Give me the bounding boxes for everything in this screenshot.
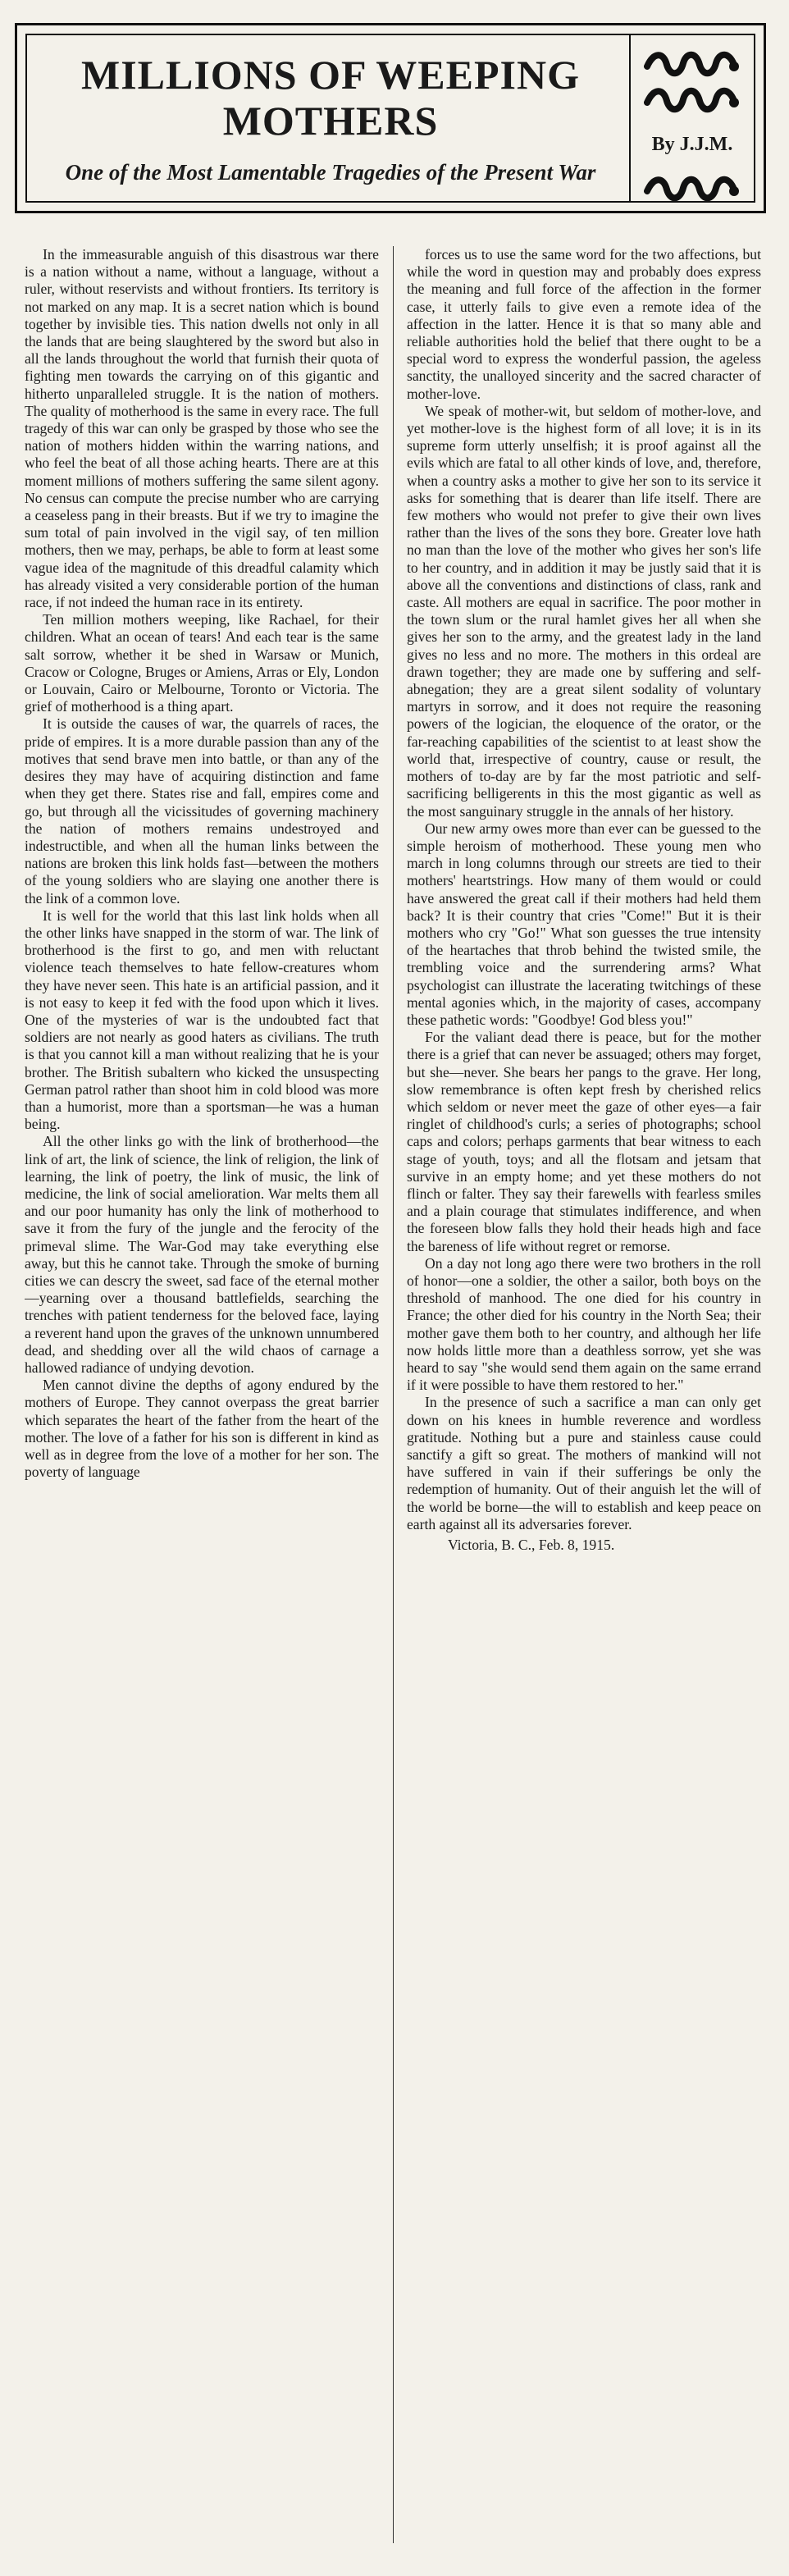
paragraph: On a day not long ago there were two brothers in the roll of honor—one a soldier, the other a sailor, both boys on the threshold of manhood. The one died for his country in France; the other died for his country in the North Sea; their mother gave them both to her country, and although her life now holds little more than a deathless sorrow, yet she was heard to say "she would send them again on the same errand if it were possible to have them restored to her." [407, 1254, 761, 1394]
scroll-ornament-icon [642, 84, 742, 114]
column-divider [393, 246, 394, 2543]
paragraph: We speak of mother-wit, but seldom of mother-love, and yet mother-love is the highest form of all love; it is in its supreme form utterly unselfish; it is proof against all the evils which are fatal to all other kinds of love, and, therefore, when a country asks a mother to give her son to its service it asks for something that is dearer than life itself. There are few mothers who would not prefer to give their own lives rather than the lives of the sons they bore. Greater love hath no man than the love of the mother who gives her son's life to her country, and in addition it may be justly said that it is above all the conventions and distinctions of class, rank and caste. All mothers are equal in sacrifice. The poor mother in the town slum or the rural hamlet gives her all when she gives her son to the army, and the greatest lady in the land gives no less and no more. The mothers in this ordeal are drawn together; they are made one by suffering and self-abnegation; they are a great silent sodality of voluntary martyrs in sorrow, and it does not require the reasoning powers of the logician, the eloquence of the orator, or the far-reaching capabilities of the scientist to at least show the world that, irrespective of country, cause or result, the mothers of to-day are by far the most patriotic and self-sacrificing belligerents in this the most gigantic as well as the most sanguinary struggle in the annals of her history. [407, 402, 761, 820]
scroll-ornament-icon [642, 48, 742, 78]
headline-subtitle: One of the Most Lamentable Tragedies of the Present War [65, 160, 596, 185]
byline-box [629, 35, 754, 201]
headline-title-line1: MILLIONS OF WEEPING [81, 52, 580, 98]
paragraph: In the immeasurable anguish of this disastrous war there is a nation without a name, without a language, without a ruler, without reservists and without frontiers. Its territory is not marked on any map. It is a secret nation which is bound together by invisible ties. This nation dwells not only in all the lands that are being slaughtered by the sword but also in all the lands throughout the world that furnish their quota of fighting men towards the carrying on of this gigantic and hitherto unparalleled struggle. It is the nation of mothers. The quality of motherhood is the same in every race. The full tragedy of this war can only be grasped by those who see the nation of mothers hidden within the warring nations, and who feel the beat of all those aching hearts. There are at this moment millions of mothers suffering the same silent agony. No census can compute the precise number who are carrying a ceaseless pang in their breasts. But if we try to imagine the sum total of pain involved in the vigil say, of ten million mothers, then we may, perhaps, be able to form at least some vague idea of the magnitude of this dreadful calamity which has already visited a very considerable portion of the human race, if not indeed the human race in its entirety. [25, 246, 379, 611]
paragraph: Ten million mothers weeping, like Rachael, for their children. What an ocean of tears! And each tear is the same salt sorrow, whether it be shed in Warsaw or Munich, Cracow or Cologne, Bruges or Amiens, Arras or Ely, London or Louvain, Cairo or Melbourne, Toronto or Victoria. The grief of motherhood is a thing apart. [25, 611, 379, 715]
paragraph: It is outside the causes of war, the quarrels of races, the pride of empires. It is a more durable passion than any of the motives that send brave men into battle, or than any of the desires they may have of acquiring distinction and fame when they get there. States rise and fall, empires come and go, but through all the vicissitudes of governing machinery the nation of mothers remains undestroyed and indestructible, and when all the human links between the nations are broken this link holds fast—between the mothers of the young soldiers who are slaying one another there is the link of a common love. [25, 715, 379, 907]
paragraph: All the other links go with the link of brotherhood—the link of art, the link of science, the link of religion, the link of learning, the link of poetry, the link of music, the link of medicine, the link of social amelioration. War melts them all and our poor humanity has only the link of motherhood to save it from the fury of the jungle and the ferocity of the primeval slime. The War-God may take everything else away, but this he cannot take. Through the smoke of burning cities we can descry the sweet, sad face of the eternal mother—yearning over a thousand battlefields, searching the trenches with patient tenderness for the beloved face, laying a reverent hand upon the graves of the unknown unnumbered dead, and shedding over all the wild chaos of carnage a hallowed radiance of undying devotion. [25, 1133, 379, 1376]
paragraph: Men cannot divine the depths of agony endured by the mothers of Europe. They cannot overpass the great barrier which separates the heart of the father from the heart of the mother. The love of a father for his son is different in kind as well as in degree from the love of a mother for her son. The poverty of language [25, 1377, 379, 1481]
headline-inner-border [25, 34, 755, 203]
headline-title [47, 52, 614, 144]
headline-box [15, 23, 766, 213]
paragraph: For the valiant dead there is peace, but for the mother there is a grief that can never be assuaged; others may forget, but she—never. She bears her pangs to the grave. Her long, slow remembrance is often kept fresh by cherished relics which seldom or never meet the gaze of other eyes—a fair ringlet of childhood's curls; a series of photographs; school caps and colors; perhaps garments that bear witness to each stage of youth, toys; and all the flotsam and jetsam that survive in an empty home; and yet these mothers do not flinch or falter. They say their farewells with fearless smiles and a plain courage that stimulates indifference, and when the foreseen blow falls they hold their heads high and face the bareness of life without regret or remorse. [407, 1029, 761, 1254]
byline: By J.J.M. [651, 134, 733, 155]
headline-title-line2: MOTHERS [222, 98, 439, 144]
paragraph: Our new army owes more than ever can be guessed to the simple heroism of motherhood. These young men who march in long columns through our streets are tied to their mothers' heartstrings. How many of them would or could have answered the great call if their mothers had held them back? It is their country that cries "Come!" But it is their mothers who cry "Go!" What son guesses the true intensity of the heartaches that throb behind the twisted smile, the trembling voice and the surrendering arms? What psychologist can illustrate the lacerating twitchings of these mental agonies which, in the majority of cases, accompany these pathetic words: "Goodbye! God bless you!" [407, 820, 761, 1028]
paragraph: forces us to use the same word for the two affections, but while the word in question may and probably does express the meaning and full force of the affection in the former case, it utterly fails to give even a remote idea of the affection in the latter. Hence it is that so many able and reliable authorities hold the belief that there ought to be a special word to express the wonderful passion, the ageless sanctity, the unalloyed sincerity and the sacred character of mother-love. [407, 246, 761, 402]
paragraph: In the presence of such a sacrifice a man can only get down on his knees in humble reverence and wordless gratitude. Nothing but a pure and stainless cause could sanctify a gift so great. The mothers of mankind will not have suffered in vain if their sufferings be only the redemption of humanity. Out of their anguish let the will of the world be borne—the will to establish and keep peace on earth against all its adversaries forever. [407, 1394, 761, 1532]
paragraph: It is well for the world that this last link holds when all the other links have snapped in the storm of war. The link of brotherhood is the first to go, and men with reluctant violence teach themselves to hate fellow-creatures whom they have never seen. This hate is an artificial passion, and it is not easy to keep it fed with the food upon which it lives. One of the mysteries of war is the undoubted fact that soldiers are not nearly as good haters as civilians. The truth is that you cannot kill a man without realizing that he is your brother. The British subaltern who kicked the unsuspecting German patrol rather than shoot him in cold blood was more than a humorist, more than a sportsman—he was a human being. [25, 907, 379, 1133]
dateline: Victoria, B. C., Feb. 8, 1915. [448, 1537, 615, 1554]
article-column-left [25, 246, 379, 2558]
scroll-ornament-icon [642, 173, 742, 203]
article-column-right [407, 246, 761, 2558]
